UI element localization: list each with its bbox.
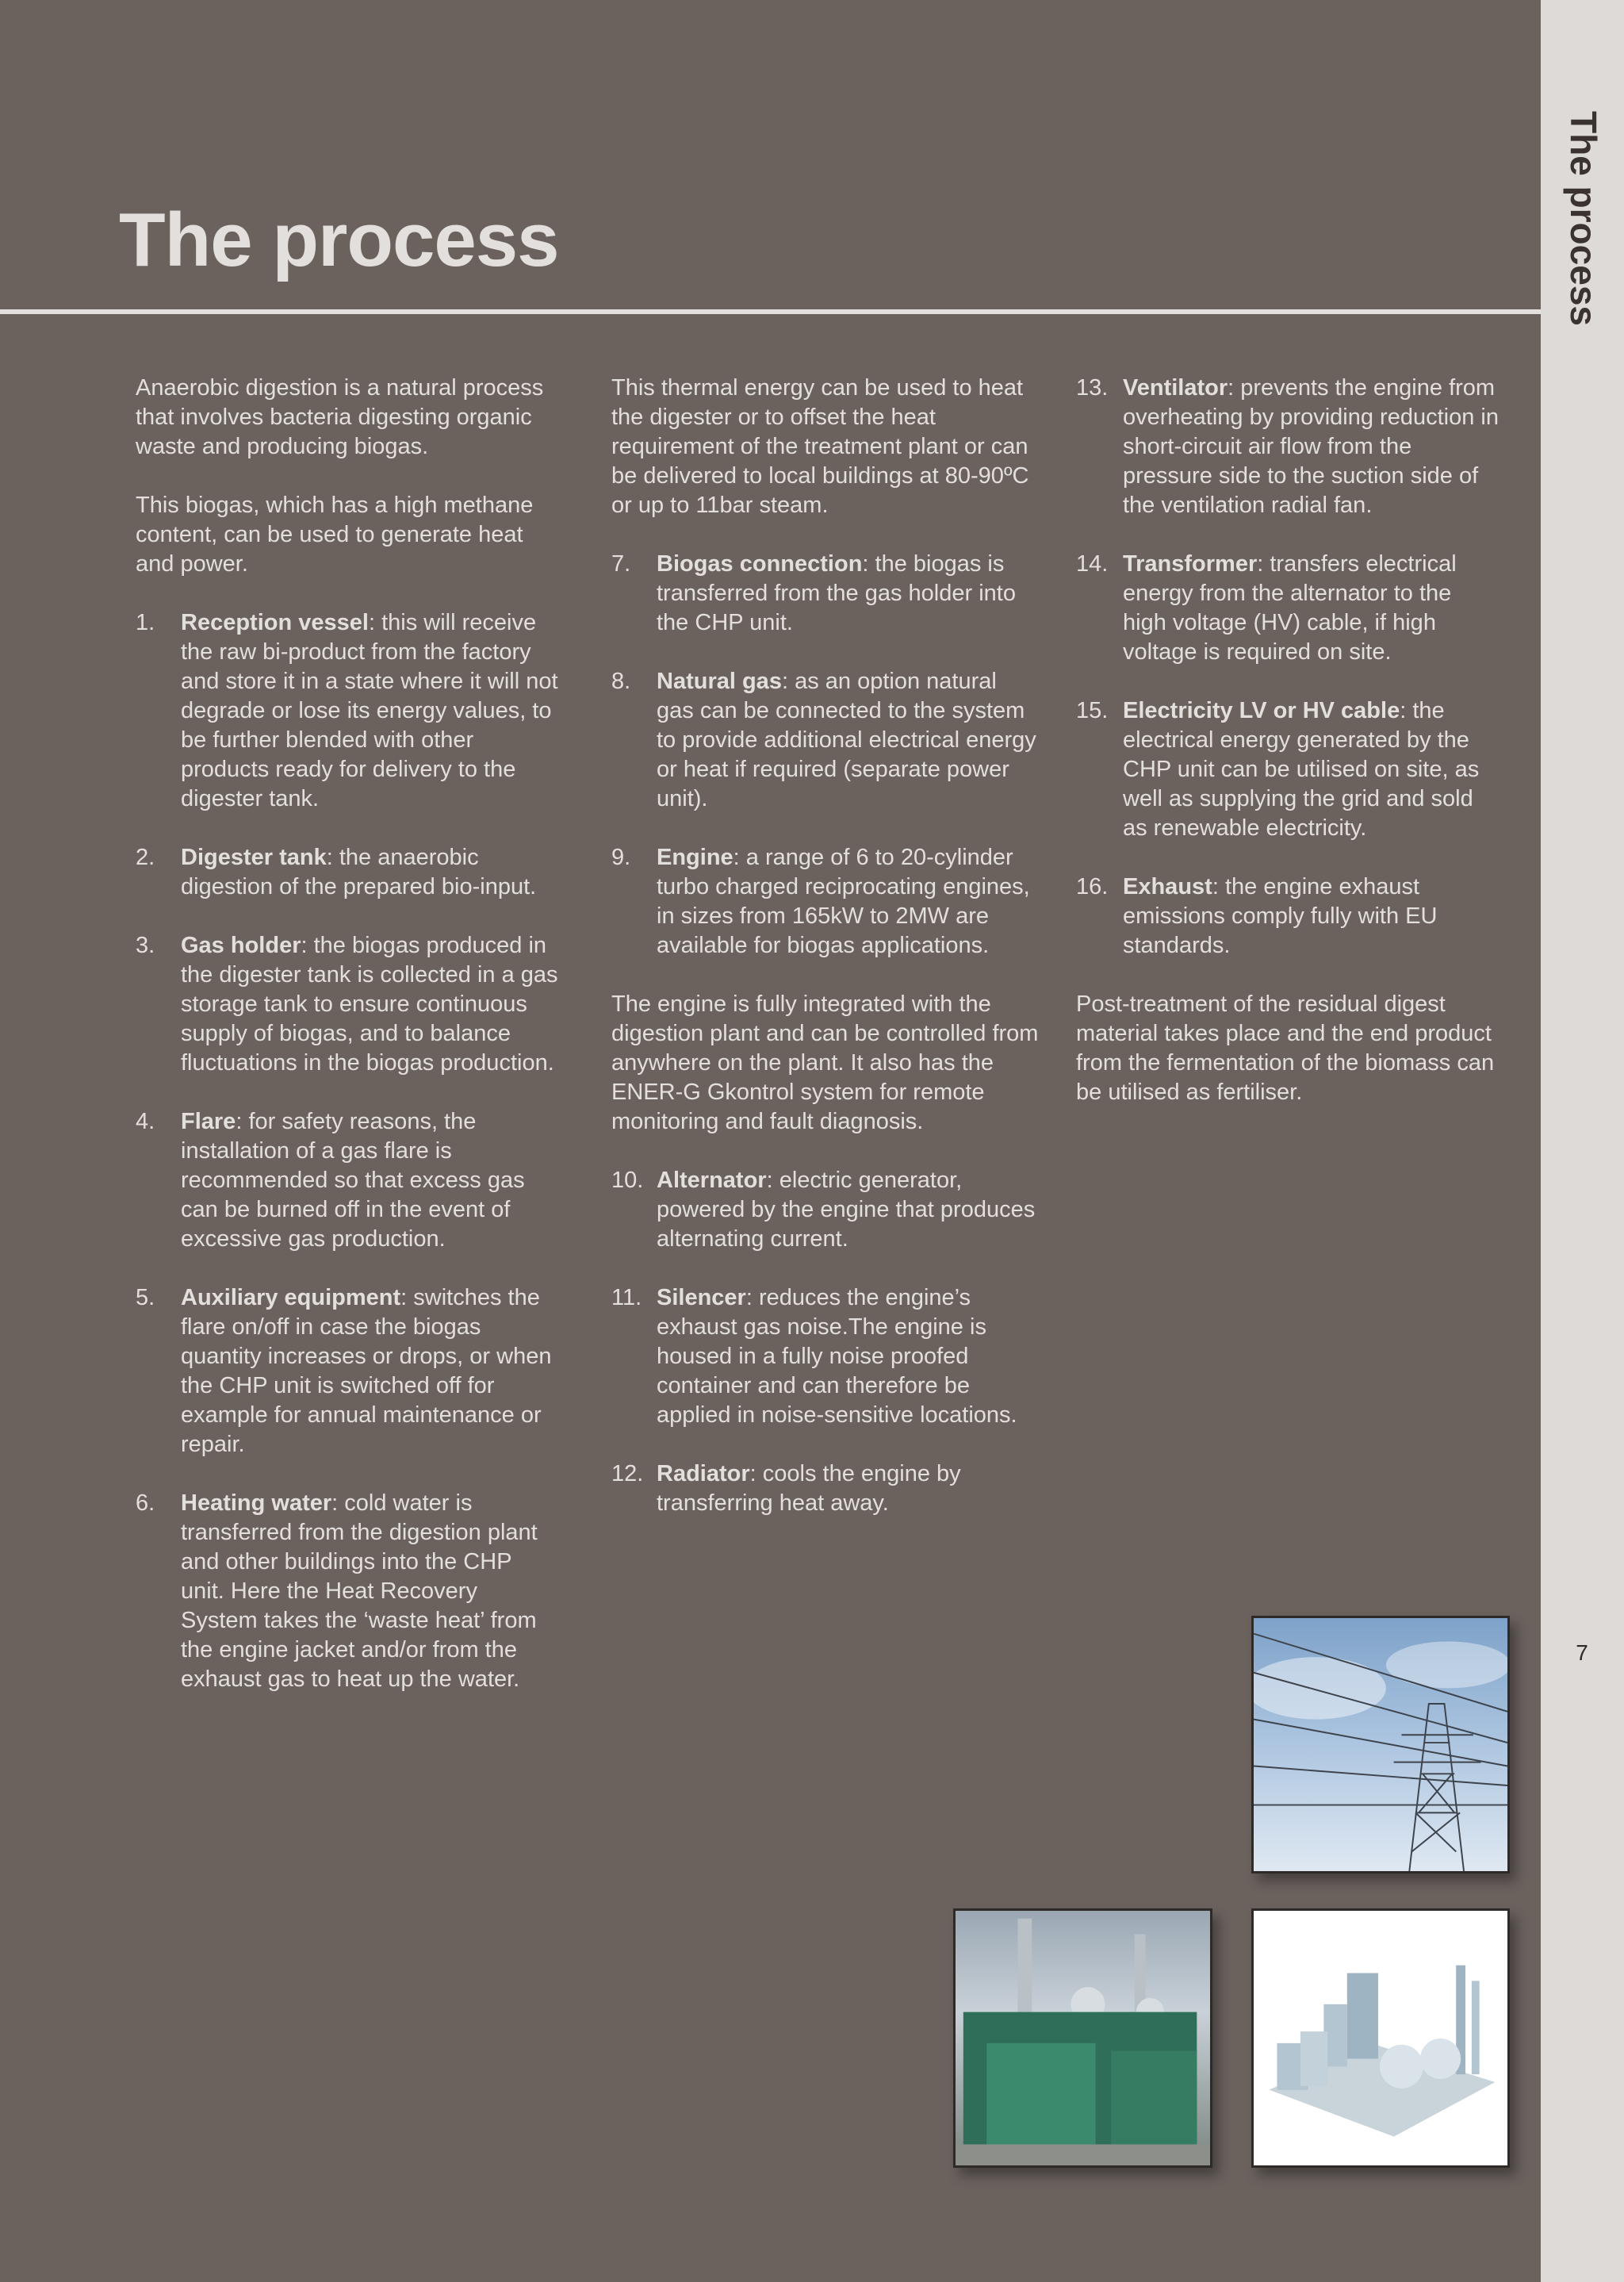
post-treatment-paragraph: Post-treatment of the residual digest material takes place and the end product from the fermentation of the biomass can be utilised as fertiliser. bbox=[1076, 991, 1495, 1105]
step-number: 13. bbox=[1076, 375, 1109, 401]
step-number: 4. bbox=[136, 1109, 155, 1134]
step-description: : cold water is transferred from the digestion plant and other buildings into the CHP unit. Here the Heat Recovery System takes the ‘waste heat’ from the engine jacket and/or from the exhaust gas to heat up the water. bbox=[181, 1490, 538, 1692]
process-step-list bbox=[1076, 374, 1500, 961]
step-term: Silencer bbox=[657, 1285, 746, 1310]
column-3 bbox=[1076, 374, 1500, 1137]
process-step bbox=[136, 843, 560, 902]
step-description: : transfers electrical energy from the alternator to the high voltage (HV) cable, if high voltage is required on site. bbox=[1123, 551, 1457, 665]
engine-note-paragraph: The engine is fully integrated with the digestion plant and can be controlled from anywhere on the plant. It also has the ENER-G Gkontrol system for remote monitoring and fault diagnosis. bbox=[611, 991, 1039, 1134]
chp-unit-illustration bbox=[956, 1911, 1210, 2165]
process-step bbox=[136, 608, 560, 814]
step-term: Heating water bbox=[181, 1490, 332, 1516]
step-term: Alternator bbox=[657, 1168, 767, 1193]
process-step-list bbox=[136, 608, 560, 1694]
step-term: Gas holder bbox=[181, 933, 301, 958]
step-description: : cools the engine by transferring heat away. bbox=[657, 1461, 961, 1516]
step-number: 5. bbox=[136, 1285, 155, 1310]
step-description: : electric generator, powered by the engine that produces alternating current. bbox=[657, 1168, 1036, 1252]
step-number: 10. bbox=[611, 1168, 644, 1193]
process-step-list bbox=[611, 550, 1040, 961]
process-step bbox=[136, 1489, 560, 1694]
step-number: 6. bbox=[136, 1490, 155, 1516]
process-step bbox=[611, 550, 1040, 638]
page-title: The process bbox=[119, 198, 559, 282]
step-number: 16. bbox=[1076, 874, 1109, 899]
intro-paragraph: Anaerobic digestion is a natural process that involves bacteria digesting organic waste and producing biogas. bbox=[136, 375, 544, 459]
power-pylon-photo bbox=[1251, 1616, 1510, 1874]
step-description: : reduces the engine’s exhaust gas noise.The engine is housed in a fully noise proofed container and can therefore be applied in noise-sensitive locations. bbox=[657, 1285, 1017, 1428]
step-description: : the biogas is transferred from the gas holder into the CHP unit. bbox=[657, 551, 1016, 635]
step-description: : switches the flare on/off in case the biogas quantity increases or drops, or when the CHP unit is switched off for example for annual maintenance or repair. bbox=[181, 1285, 552, 1457]
step-description: : the engine exhaust emissions comply fully with EU standards. bbox=[1123, 874, 1438, 958]
sidebar-title-text: The process bbox=[1563, 111, 1604, 326]
process-step bbox=[1076, 696, 1500, 843]
step-term: Auxiliary equipment bbox=[181, 1285, 401, 1310]
step-number: 11. bbox=[611, 1285, 642, 1310]
step-term: Flare bbox=[181, 1109, 236, 1134]
step-term: Natural gas bbox=[657, 669, 782, 694]
step-term: Ventilator bbox=[1123, 375, 1228, 401]
process-step bbox=[611, 667, 1040, 814]
step-number: 8. bbox=[611, 669, 631, 694]
step-number: 14. bbox=[1076, 551, 1109, 577]
step-number: 15. bbox=[1076, 698, 1109, 723]
step-description: : prevents the engine from overheating by providing reduction in short-circuit air flow from the pressure side to the suction side of the ventilation radial fan. bbox=[1123, 375, 1499, 518]
step-number: 7. bbox=[611, 551, 631, 577]
step-description: : as an option natural gas can be connected to the system to provide additional electrical energy or heat if required (separate power unit). bbox=[657, 669, 1036, 811]
title-divider bbox=[0, 309, 1541, 314]
intro-paragraph: This biogas, which has a high methane content, can be used to generate heat and power. bbox=[136, 493, 534, 577]
process-step bbox=[611, 1283, 1040, 1430]
process-step bbox=[1076, 374, 1500, 520]
step-description: : this will receive the raw bi-product from the factory and store it in a state where it will not degrade or lose its energy values, to be further blended with other products ready for delivery to the digester tank. bbox=[181, 610, 558, 811]
step-number: 1. bbox=[136, 610, 155, 635]
process-step bbox=[611, 1459, 1040, 1518]
process-step-list bbox=[611, 1166, 1040, 1518]
power-pylon-illustration bbox=[1254, 1618, 1507, 1871]
step-term: Radiator bbox=[657, 1461, 750, 1486]
process-step bbox=[136, 931, 560, 1078]
process-step bbox=[611, 843, 1040, 961]
step-term: Electricity LV or HV cable bbox=[1123, 698, 1400, 723]
step-term: Exhaust bbox=[1123, 874, 1212, 899]
biogas-plant-illustration bbox=[1254, 1911, 1507, 2165]
step-term: Engine bbox=[657, 845, 733, 870]
step-number: 3. bbox=[136, 933, 155, 958]
step-term: Transformer bbox=[1123, 551, 1258, 577]
process-step bbox=[1076, 873, 1500, 961]
page-number: 7 bbox=[1576, 1640, 1588, 1665]
step-term: Digester tank bbox=[181, 845, 327, 870]
step-description: : the anaerobic digestion of the prepared bio-input. bbox=[181, 845, 537, 899]
biogas-plant-model-photo bbox=[1251, 1908, 1510, 2168]
thermal-energy-paragraph: This thermal energy can be used to heat the digester or to offset the heat requirement of the treatment plant or can be delivered to local buildings at 80-90ºC or up to 11bar steam. bbox=[611, 375, 1029, 518]
column-2 bbox=[611, 374, 1040, 1548]
process-step bbox=[136, 1107, 560, 1254]
step-description: : the biogas produced in the digester tank is collected in a gas storage tank to ensure continuous supply of biogas, and to balance fluctuations in the biogas production. bbox=[181, 933, 558, 1076]
step-term: Reception vessel bbox=[181, 610, 369, 635]
step-term: Biogas connection bbox=[657, 551, 863, 577]
step-number: 2. bbox=[136, 845, 155, 870]
step-description: : the electrical energy generated by the CHP unit can be utilised on site, as well as supplying the grid and sold as renewable electricity. bbox=[1123, 698, 1480, 841]
step-description: : for safety reasons, the installation of a gas flare is recommended so that excess gas can be burned off in the event of excessive gas production. bbox=[181, 1109, 525, 1252]
process-step bbox=[611, 1166, 1040, 1254]
sidebar-section-title bbox=[1541, 111, 1624, 349]
step-number: 9. bbox=[611, 845, 631, 870]
step-description: : a range of 6 to 20-cylinder turbo charged reciprocating engines, in sizes from 165kW to 2MW are available for biogas applications. bbox=[657, 845, 1030, 958]
step-number: 12. bbox=[611, 1461, 644, 1486]
column-1 bbox=[136, 374, 560, 1724]
process-step bbox=[136, 1283, 560, 1459]
chp-container-photo bbox=[953, 1908, 1212, 2168]
process-step bbox=[1076, 550, 1500, 667]
